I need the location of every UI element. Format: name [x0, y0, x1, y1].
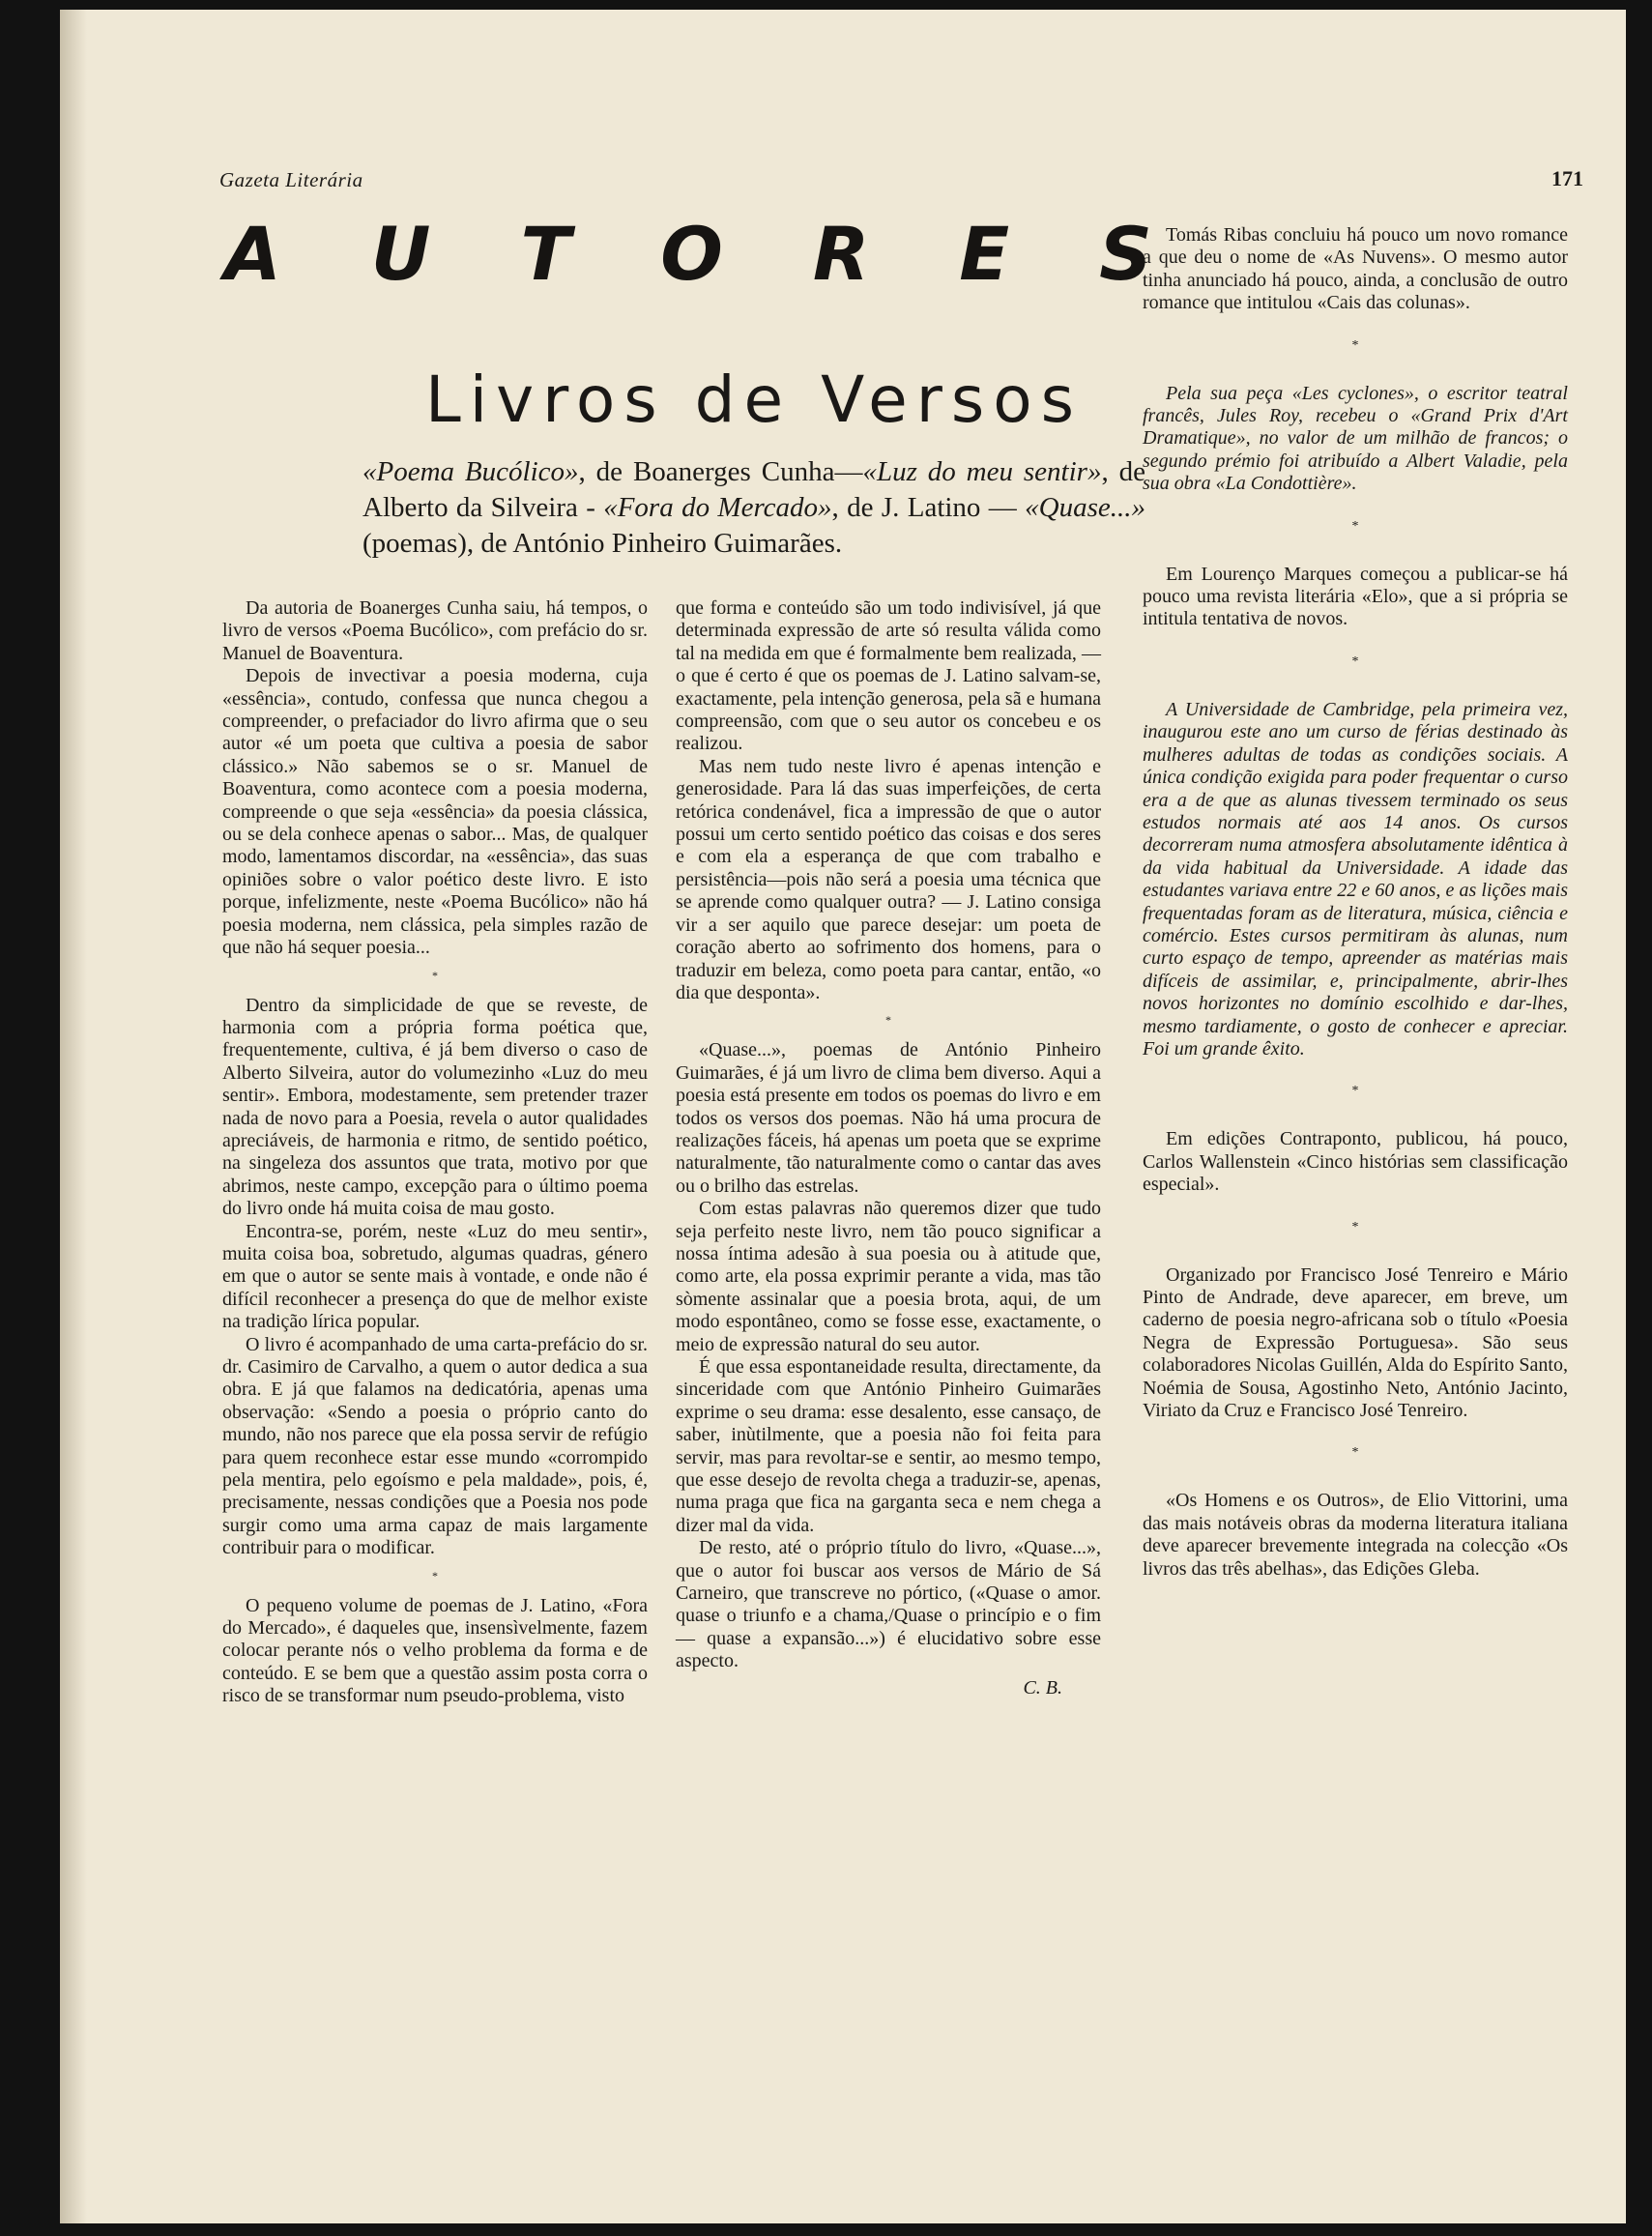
section-title-letter: S [1099, 211, 1152, 297]
news-item: Organizado por Francisco José Tenreiro e Mário Pinto de Andrade, deve aparecer, em breve, um caderno de poesia negro-africana sob o título «Poesia Negra de Expressão Portuguesa». São seus colaboradores Nicolas Guillén, Alda do Espírito Santo, Noémia de Sousa, Agostinho Neto, António Jacinto, Viriato da Cruz e Francisco José Tenreiro. [1143, 1263, 1568, 1422]
section-separator-star: * [1351, 518, 1359, 534]
article-paragraph: Depois de invectivar a poesia moderna, cuja «essência», contudo, confessa que nunca chegou a compreender, o prefaciador do livro afirma que o seu autor «é um poeta que cultiva a poesia de sabor clássico.» Não sabemos se o sr. Manuel de Boaventura, como acontece com a poesia moderna, compreende o que seja «essência» da poesia clássica, ou se dela conhece apenas o sabor... Mas, de qualquer modo, lamentamos discordar, na «essência», das suas opiniões sobre o valor poético deste livro. E isto porque, infelizmente, neste «Poema Bucólico» não há poesia moderna, nem clássica, pela simples razão de que não há sequer poesia... [222, 665, 648, 959]
section-separator-star: * [1351, 337, 1359, 353]
article-paragraph: que forma e conteúdo são um todo indivisível, já que determinada expressão de arte só resulta válida como tal na medida em que é formalmente bem realizada, — o que é certo é que os poemas de J. Latino salvam-se, exactamente, pela intenção generosa, pela sã e humana compreensão, com que o seu autor os concebeu e os realizou. [676, 597, 1101, 755]
news-item: «Os Homens e os Outros», de Elio Vittorini, uma das mais notáveis obras da moderna literatura italiana deve aparecer brevemente integrada na colecção «Os livros das três abelhas», das Edições Gleba. [1143, 1490, 1568, 1580]
article-title: Livros de Versos [425, 363, 1083, 437]
subtitle-part: , de Alberto da Silveira - [362, 456, 1145, 523]
news-item: Pela sua peça «Les cyclones», o escritor teatral francês, Jules Roy, recebeu o «Grand Prix d'Art Dramatique», no valor de um milhão de francos; o segundo prémio foi atribuído a Albert Valadie, pela sua obra «La Condottière». [1143, 382, 1568, 495]
article-paragraph: De resto, até o próprio título do livro, «Quase...», que o autor foi buscar aos versos de Mário de Sá Carneiro, que transcreve no pórtico, («Quase o amor. quase o triunfo e a chama,/Quase o princípio e o fim — quase a expansão...») é elucidativo sobre esse aspecto. [676, 1537, 1101, 1672]
subtitle-part: «Poema Bucólico» [362, 456, 579, 487]
article-paragraph: Da autoria de Boanerges Cunha saiu, há tempos, o livro de versos «Poema Bucólico», com prefácio do sr. Manuel de Boaventura. [222, 597, 648, 664]
article-column-2 [676, 597, 1101, 1699]
section-separator-star: * [432, 1568, 438, 1583]
page-gutter-shadow [60, 10, 87, 2223]
publication-name: Gazeta Literária [219, 168, 363, 191]
article-paragraph: «Quase...», poemas de António Pinheiro Guimarães, é já um livro de clima bem diverso. Aqui a poesia está presente em todos os poemas do livro e em todos os versos dos poemas. Não há uma procura de realizações fáceis, há apenas um poeta que se exprime naturalmente, tão naturalmente como o cantar das aves ou o brilho das estrelas. [676, 1039, 1101, 1197]
page-number: 171 [1551, 166, 1583, 190]
section-title-letter: A [224, 211, 281, 297]
magazine-page [60, 10, 1626, 2223]
news-item: A Universidade de Cambridge, pela primeira vez, inaugurou este ano um curso de férias destinado às mulheres adultas de todas as condições sociais. A única condição exigida para poder frequentar o curso era a de que as alunas tivessem terminado os seus estudos normais até aos 14 anos. Os cursos decorreram numa atmosfera absolutamente idêntica à da vida habitual da Universidade. A idade das estudantes variava entre 22 e 60 anos, e as lições mais frequentadas foram as de literatura, música, ciência e comércio. Estes cursos permitiram às alunas, num curto espaço de tempo, apreender as matérias mais difíceis de assimilar, e, principalmente, abrir-lhes novos horizontes no domínio escolhido e dar-lhes, mesmo tardiamente, o gosto de conhecer e apreciar. Foi um grande êxito. [1143, 698, 1568, 1060]
news-item: Em edições Contraponto, publicou, há pouco, Carlos Wallenstein «Cinco histórias sem classificação especial». [1143, 1128, 1568, 1196]
section-separator-star: * [1351, 1219, 1359, 1234]
section-title-letter: E [959, 211, 1010, 297]
news-column [1143, 224, 1568, 1581]
article-column-1 [222, 597, 648, 1708]
subtitle-part: , de Boanerges Cunha— [578, 456, 863, 487]
section-title-letter: U [370, 211, 431, 297]
author-signature: C. B. [1023, 1676, 1062, 1699]
article-paragraph: O livro é acompanhado de uma carta-prefácio do sr. dr. Casimiro de Carvalho, a quem o autor dedica a sua obra. E já que falamos na dedicatória, apenas uma observação: «Sendo a poesia o próprio canto do mundo, não nos parece que ela possa servir de refúgio para quem reconhece estar esse mundo «corrompido pela mentira, pelo egoísmo e pela maldade», pois, é, precisamente, nessas condições que a Poesia nos pode surgir como uma arma capaz de mais largamente contribuir para o modificar. [222, 1333, 648, 1559]
subtitle-part: «Quase...» [1025, 492, 1145, 523]
article-paragraph: Dentro da simplicidade de que se reveste, de harmonia com a própria forma poética que, frequentemente, cultiva, é já bem diverso o caso de Alberto Silveira, autor do volumezinho «Luz do meu sentir». Embora, modestamente, sem pretender trazer nada de novo para a Poesia, revela o autor qualidades apreciáveis, de harmonia e ritmo, de sentido poético, na singeleza dos assuntos que trata, motivo por que abrimos, neste campo, excepção para o último poema do livro onde há muita coisa de mau gosto. [222, 994, 648, 1220]
section-separator-star: * [432, 968, 438, 982]
section-title-letter: R [812, 211, 870, 297]
section-separator-star: * [885, 1013, 891, 1028]
section-title [224, 211, 1152, 297]
article-paragraph: Com estas palavras não queremos dizer que tudo seja perfeito neste livro, nem tão pouco significar a nossa íntima adesão à sua poesia ou à atitude que, como arte, ela possa exprimir perante a vida, mas tão sòmente assinalar que a poesia brota, aqui, de um modo espontâneo, como se fosse esse, exactamente, o meio de expressão natural do seu autor. [676, 1198, 1101, 1355]
news-item: Tomás Ribas concluiu há pouco um novo romance a que deu o nome de «As Nuvens». O mesmo autor tinha anunciado há pouco, ainda, a conclusão de outro romance que intitulou «Cais das colunas». [1143, 224, 1568, 314]
article-paragraph: É que essa espontaneidade resulta, directamente, da sinceridade com que António Pinheiro Guimarães exprime o seu drama: esse desalento, esse cansaço, de saber, inùtilmente, que a poesia não foi feita para servir, mas para revoltar-se e sentir, ao mesmo tempo, que esse desejo de revolta chega a traduzir-se, apenas, numa praga que fica na garganta seca e nem chega a dizer mal da vida. [676, 1356, 1101, 1536]
section-separator-star: * [1351, 1445, 1359, 1461]
news-item: Em Lourenço Marques começou a publicar-se há pouco uma revista literária «Elo», que a si própria se intitula tentativa de novos. [1143, 563, 1568, 630]
section-title-letter: O [660, 211, 723, 297]
section-title-letter: T [520, 211, 571, 297]
subtitle-part: (poemas), de António Pinheiro Guimarães. [362, 528, 843, 559]
article-paragraph: O pequeno volume de poemas de J. Latino, «Fora do Mercado», é daqueles que, insensìvelmente, fazem colocar perante nós o velho problema da forma e de conteúdo. E se bem que a questão assim posta corra o risco de se transformar num pseudo-problema, visto [222, 1594, 648, 1707]
article-subtitle [362, 454, 1145, 562]
article-paragraph: Encontra-se, porém, neste «Luz do meu sentir», muita coisa boa, sobretudo, algumas quadras, género em que o autor se sente mais à vontade, e onde não é difícil reconhecer a presença do que de melhor existe na tradição lírica popular. [222, 1220, 648, 1333]
section-separator-star: * [1351, 1084, 1359, 1099]
subtitle-part: «Fora do Mercado» [603, 492, 832, 523]
subtitle-part: , de J. Latino — [831, 492, 1026, 523]
article-paragraph: Mas nem tudo neste livro é apenas intenção e generosidade. Para lá das suas imperfeições, de certa retórica condenável, fica a impressão de que o autor possui um certo sentido poético das coisas e dos seres e com ela a esperança de que com trabalho e persistência—pois não será a poesia uma técnica que se aprende como qualquer outra? — J. Latino consiga vir a ser aquilo que parece desejar: um poeta de coração aberto ao sofrimento dos homens, para o traduzir em beleza, como poeta para cantar, então, «o dia que desponta». [676, 755, 1101, 1003]
section-separator-star: * [1351, 653, 1359, 669]
subtitle-part: «Luz do meu sentir» [862, 456, 1102, 487]
